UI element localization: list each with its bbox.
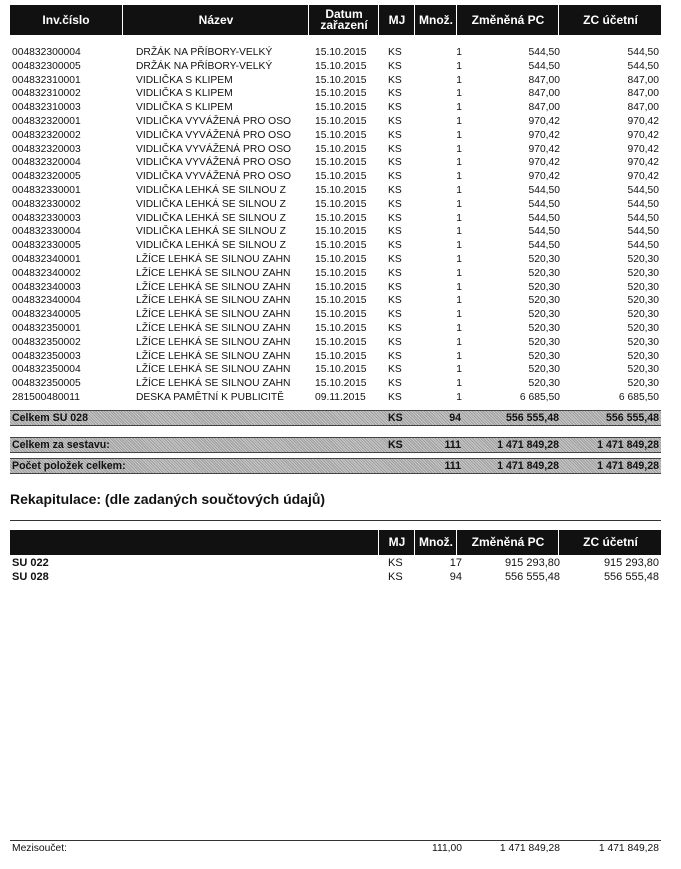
cell-name: DRŽÁK NA PŘÍBORY-VELKÝ [136, 47, 273, 58]
recap-title: Rekapitulace: (dle zadaných součtových údajů) [10, 491, 326, 507]
cell-inv: 004832340005 [12, 309, 81, 321]
cell-mj: KS [388, 171, 402, 183]
cell-date: 15.10.2015 [315, 364, 367, 376]
cell-zc: 520,30 [627, 350, 659, 362]
cell-mj: KS [388, 212, 402, 224]
cell-name: VIDLIČKA LEHKÁ SE SILNOU Z [136, 212, 286, 224]
footer-qty: 111,00 [432, 843, 462, 854]
cell-mj: KS [388, 129, 402, 141]
col-header-zc: ZC účetní [558, 5, 662, 35]
cell-name: VIDLIČKA VYVÁŽENÁ PRO OSO [136, 171, 292, 183]
set-total-row [10, 437, 661, 453]
cell-zc: 847,00 [627, 74, 659, 86]
cell-pc: 520,30 [528, 336, 560, 348]
subtotal-row [10, 410, 661, 426]
cell-pc: 520,30 [528, 378, 560, 390]
cell-zc: 544,50 [627, 198, 659, 210]
recap-cell-mj: KS [388, 571, 403, 583]
cell-pc: 847,00 [528, 74, 560, 86]
footer-label: Mezisoučet: [12, 843, 67, 854]
cell-zc: 544,50 [627, 226, 659, 238]
cell-qty: 1 [456, 295, 462, 307]
cell-pc: 520,30 [528, 350, 560, 362]
cell-qty: 1 [456, 129, 462, 141]
cell-zc: 520,30 [627, 281, 659, 293]
cell-date: 15.10.2015 [315, 74, 367, 86]
cell-qty: 1 [456, 322, 462, 334]
cell-pc: 847,00 [528, 88, 560, 100]
cell-inv: 004832320004 [12, 157, 81, 169]
set-total-pc: 1 471 849,28 [497, 439, 559, 451]
cell-zc: 847,00 [627, 88, 659, 100]
cell-date: 15.10.2015 [315, 88, 367, 100]
cell-pc: 520,30 [528, 295, 560, 307]
recap-cell-zc: 556 555,48 [603, 571, 659, 583]
cell-qty: 1 [456, 102, 462, 114]
item-count-row [10, 458, 661, 474]
col-header-name: Název [122, 5, 309, 35]
col-header-qty: Množ. [414, 5, 457, 35]
subtotal-pc: 556 555,48 [505, 412, 559, 424]
cell-date: 15.10.2015 [315, 240, 367, 252]
cell-qty: 1 [456, 391, 462, 403]
cell-qty: 1 [456, 157, 462, 169]
cell-date: 15.10.2015 [315, 378, 367, 390]
cell-mj: KS [388, 253, 402, 265]
cell-mj: KS [388, 184, 402, 196]
set-total-zc: 1 471 849,28 [597, 439, 659, 451]
set-total-mj: KS [388, 439, 403, 451]
cell-zc: 970,42 [627, 171, 659, 183]
cell-pc: 520,30 [528, 281, 560, 293]
cell-mj: KS [388, 143, 402, 155]
footer-zc: 1 471 849,28 [598, 843, 659, 854]
cell-qty: 1 [456, 281, 462, 293]
table-row [12, 156, 660, 170]
table-row [12, 60, 660, 74]
cell-date: 15.10.2015 [315, 336, 367, 348]
cell-zc: 970,42 [627, 129, 659, 141]
cell-inv: 004832300004 [12, 47, 81, 58]
cell-date: 15.10.2015 [315, 295, 367, 307]
cell-pc: 544,50 [528, 47, 560, 58]
cell-name: LŽÍCE LEHKÁ SE SILNOU ZAHN [136, 309, 291, 321]
cell-name: DRŽÁK NA PŘÍBORY-VELKÝ [136, 60, 273, 72]
cell-name: VIDLIČKA VYVÁŽENÁ PRO OSO [136, 143, 292, 155]
table-row [12, 46, 660, 60]
table-row [12, 87, 660, 101]
item-count-qty: 111 [444, 460, 461, 472]
cell-qty: 1 [456, 143, 462, 155]
cell-qty: 1 [456, 226, 462, 238]
cell-mj: KS [388, 115, 402, 127]
table-row [12, 74, 660, 88]
cell-date: 15.10.2015 [315, 267, 367, 279]
cell-inv: 004832350001 [12, 322, 81, 334]
cell-pc: 970,42 [528, 157, 560, 169]
cell-mj: KS [388, 364, 402, 376]
table-row [12, 350, 660, 364]
recap-col-zc: ZC účetní [558, 530, 662, 555]
recap-cell-pc: 915 293,80 [504, 557, 560, 569]
cell-pc: 520,30 [528, 267, 560, 279]
col-header-mj: MJ [378, 5, 415, 35]
cell-name: LŽÍCE LEHKÁ SE SILNOU ZAHN [136, 364, 291, 376]
cell-inv: 004832330001 [12, 184, 81, 196]
footer-row [12, 842, 660, 856]
cell-zc: 970,42 [627, 143, 659, 155]
cell-pc: 847,00 [528, 102, 560, 114]
table-row [12, 391, 660, 405]
cell-qty: 1 [456, 350, 462, 362]
recap-divider [10, 520, 661, 521]
cell-zc: 520,30 [627, 295, 659, 307]
cell-pc: 544,50 [528, 60, 560, 72]
cell-qty: 1 [456, 171, 462, 183]
table-header [10, 5, 661, 35]
cell-mj: KS [388, 74, 402, 86]
cell-name: LŽÍCE LEHKÁ SE SILNOU ZAHN [136, 295, 291, 307]
cell-name: VIDLIČKA S KLIPEM [136, 88, 233, 100]
cell-qty: 1 [456, 198, 462, 210]
cell-qty: 1 [456, 267, 462, 279]
cell-name: LŽÍCE LEHKÁ SE SILNOU ZAHN [136, 350, 291, 362]
cell-name: LŽÍCE LEHKÁ SE SILNOU ZAHN [136, 378, 291, 390]
cell-mj: KS [388, 336, 402, 348]
cell-date: 15.10.2015 [315, 60, 367, 72]
recap-col-mj: MJ [378, 530, 415, 555]
footer-pc: 1 471 849,28 [499, 843, 560, 854]
table-row [12, 294, 660, 308]
cell-qty: 1 [456, 74, 462, 86]
cell-name: VIDLIČKA VYVÁŽENÁ PRO OSO [136, 115, 292, 127]
col-header-inv: Inv.číslo [42, 12, 90, 27]
cell-name: VIDLIČKA S KLIPEM [136, 102, 233, 114]
cell-zc: 847,00 [627, 102, 659, 114]
cell-date: 15.10.2015 [315, 102, 367, 114]
cell-inv: 004832330005 [12, 240, 81, 252]
table-row [12, 198, 660, 212]
cell-zc: 544,50 [627, 47, 659, 58]
cell-pc: 520,30 [528, 309, 560, 321]
set-total-qty: 111 [444, 439, 461, 451]
cell-zc: 520,30 [627, 336, 659, 348]
cell-zc: 544,50 [627, 60, 659, 72]
table-row [12, 225, 660, 239]
footer-divider [10, 840, 661, 841]
item-count-zc: 1 471 849,28 [597, 460, 659, 472]
table-row [12, 101, 660, 115]
cell-inv: 004832330004 [12, 226, 81, 238]
cell-qty: 1 [456, 212, 462, 224]
cell-inv: 004832330002 [12, 198, 81, 210]
cell-qty: 1 [456, 88, 462, 100]
cell-qty: 1 [456, 47, 462, 58]
cell-name: LŽÍCE LEHKÁ SE SILNOU ZAHN [136, 336, 291, 348]
cell-qty: 1 [456, 115, 462, 127]
cell-inv: 004832310003 [12, 102, 81, 114]
cell-mj: KS [388, 102, 402, 114]
recap-cell-su: SU 022 [12, 557, 49, 569]
cell-inv: 004832330003 [12, 212, 81, 224]
cell-date: 15.10.2015 [315, 143, 367, 155]
cell-mj: KS [388, 267, 402, 279]
cell-qty: 1 [456, 60, 462, 72]
cell-pc: 544,50 [528, 184, 560, 196]
cell-zc: 6 685,50 [618, 391, 659, 403]
cell-zc: 520,30 [627, 267, 659, 279]
cell-name: LŽÍCE LEHKÁ SE SILNOU ZAHN [136, 253, 291, 265]
cell-name: VIDLIČKA LEHKÁ SE SILNOU Z [136, 226, 286, 238]
cell-inv: 004832310001 [12, 74, 81, 86]
cell-name: VIDLIČKA VYVÁŽENÁ PRO OSO [136, 129, 292, 141]
cell-date: 15.10.2015 [315, 253, 367, 265]
cell-zc: 544,50 [627, 240, 659, 252]
cell-date: 15.10.2015 [315, 129, 367, 141]
cell-mj: KS [388, 240, 402, 252]
cell-qty: 1 [456, 336, 462, 348]
cell-date: 15.10.2015 [315, 309, 367, 321]
cell-inv: 004832350004 [12, 364, 81, 376]
cell-pc: 970,42 [528, 129, 560, 141]
subtotal-label: Celkem SU 028 [12, 412, 88, 424]
cell-zc: 520,30 [627, 378, 659, 390]
item-count-pc: 1 471 849,28 [497, 460, 559, 472]
cell-inv: 281500480011 [12, 391, 80, 403]
table-row [12, 281, 660, 295]
asset-table-body [12, 46, 660, 405]
table-row [12, 115, 660, 129]
cell-name: LŽÍCE LEHKÁ SE SILNOU ZAHN [136, 281, 291, 293]
table-row [12, 377, 660, 391]
recap-col-pc: Změněná PC [456, 530, 559, 555]
recap-col-qty: Množ. [414, 530, 457, 555]
cell-inv: 004832310002 [12, 88, 81, 100]
cell-date: 15.10.2015 [315, 115, 367, 127]
cell-name: VIDLIČKA LEHKÁ SE SILNOU Z [136, 184, 286, 196]
recap-table-body [12, 556, 660, 584]
cell-qty: 1 [456, 253, 462, 265]
cell-name: DESKA PAMĚTNÍ K PUBLICITĚ [136, 391, 285, 403]
cell-mj: KS [388, 157, 402, 169]
cell-zc: 520,30 [627, 253, 659, 265]
subtotal-zc: 556 555,48 [605, 412, 659, 424]
table-row [12, 212, 660, 226]
cell-inv: 004832350005 [12, 378, 81, 390]
cell-mj: KS [388, 88, 402, 100]
col-header-date: Datum zařazení [308, 5, 379, 35]
cell-mj: KS [388, 350, 402, 362]
cell-qty: 1 [456, 378, 462, 390]
cell-zc: 520,30 [627, 309, 659, 321]
cell-qty: 1 [456, 240, 462, 252]
cell-inv: 004832350003 [12, 350, 81, 362]
cell-inv: 004832320003 [12, 143, 81, 155]
table-row [12, 143, 660, 157]
cell-date: 15.10.2015 [315, 47, 367, 58]
cell-mj: KS [388, 378, 402, 390]
cell-zc: 970,42 [627, 115, 659, 127]
cell-mj: KS [388, 226, 402, 238]
cell-inv: 004832320002 [12, 129, 81, 141]
cell-date: 15.10.2015 [315, 322, 367, 334]
cell-pc: 520,30 [528, 364, 560, 376]
cell-mj: KS [388, 309, 402, 321]
recap-cell-qty: 17 [449, 557, 462, 569]
cell-date: 15.10.2015 [315, 171, 367, 183]
cell-date: 15.10.2015 [315, 198, 367, 210]
table-row [12, 239, 660, 253]
recap-row [12, 556, 660, 570]
cell-mj: KS [388, 281, 402, 293]
cell-name: VIDLIČKA S KLIPEM [136, 74, 233, 86]
cell-mj: KS [388, 295, 402, 307]
cell-date: 15.10.2015 [315, 212, 367, 224]
cell-qty: 1 [456, 184, 462, 196]
cell-inv: 004832340001 [12, 253, 81, 265]
cell-zc: 520,30 [627, 322, 659, 334]
cell-inv: 004832340003 [12, 281, 81, 293]
col-header-pc: Změněná PC [456, 5, 559, 35]
cell-mj: KS [388, 47, 402, 58]
recap-header [10, 530, 661, 555]
cell-pc: 520,30 [528, 253, 560, 265]
cell-pc: 970,42 [528, 171, 560, 183]
set-total-label: Celkem za sestavu: [12, 439, 110, 451]
cell-name: VIDLIČKA LEHKÁ SE SILNOU Z [136, 240, 286, 252]
cell-name: VIDLIČKA VYVÁŽENÁ PRO OSO [136, 157, 292, 169]
cell-date: 15.10.2015 [315, 157, 367, 169]
cell-mj: KS [388, 322, 402, 334]
table-row [12, 184, 660, 198]
cell-pc: 544,50 [528, 198, 560, 210]
table-row [12, 129, 660, 143]
table-row [12, 322, 660, 336]
cell-pc: 544,50 [528, 240, 560, 252]
cell-pc: 520,30 [528, 322, 560, 334]
recap-cell-su: SU 028 [12, 571, 49, 583]
recap-cell-pc: 556 555,48 [504, 571, 560, 583]
cell-mj: KS [388, 391, 402, 403]
table-row [12, 308, 660, 322]
cell-inv: 004832340004 [12, 295, 81, 307]
subtotal-qty: 94 [449, 412, 461, 424]
table-row [12, 253, 660, 267]
recap-cell-qty: 94 [449, 571, 462, 583]
cell-pc: 544,50 [528, 212, 560, 224]
cell-zc: 544,50 [627, 212, 659, 224]
cell-name: LŽÍCE LEHKÁ SE SILNOU ZAHN [136, 322, 291, 334]
cell-mj: KS [388, 60, 402, 72]
table-row [12, 363, 660, 377]
cell-name: VIDLIČKA LEHKÁ SE SILNOU Z [136, 198, 286, 210]
cell-pc: 970,42 [528, 143, 560, 155]
item-count-label: Počet položek celkem: [12, 460, 126, 472]
cell-date: 15.10.2015 [315, 184, 367, 196]
cell-date: 15.10.2015 [315, 226, 367, 238]
cell-inv: 004832350002 [12, 336, 81, 348]
cell-date: 15.10.2015 [315, 350, 367, 362]
cell-inv: 004832340002 [12, 267, 81, 279]
cell-zc: 970,42 [627, 157, 659, 169]
table-row [12, 336, 660, 350]
subtotal-mj: KS [388, 412, 403, 424]
cell-qty: 1 [456, 309, 462, 321]
table-row [12, 267, 660, 281]
recap-row [12, 570, 660, 584]
cell-name: LŽÍCE LEHKÁ SE SILNOU ZAHN [136, 267, 291, 279]
cell-zc: 544,50 [627, 184, 659, 196]
cell-date: 15.10.2015 [315, 281, 367, 293]
cell-date: 09.11.2015 [315, 391, 366, 403]
recap-cell-zc: 915 293,80 [603, 557, 659, 569]
table-row [12, 170, 660, 184]
cell-inv: 004832320001 [12, 115, 81, 127]
cell-inv: 004832300005 [12, 60, 81, 72]
cell-qty: 1 [456, 364, 462, 376]
cell-pc: 970,42 [528, 115, 560, 127]
cell-pc: 544,50 [528, 226, 560, 238]
cell-zc: 520,30 [627, 364, 659, 376]
cell-pc: 6 685,50 [519, 391, 560, 403]
recap-cell-mj: KS [388, 557, 403, 569]
cell-inv: 004832320005 [12, 171, 81, 183]
cell-mj: KS [388, 198, 402, 210]
